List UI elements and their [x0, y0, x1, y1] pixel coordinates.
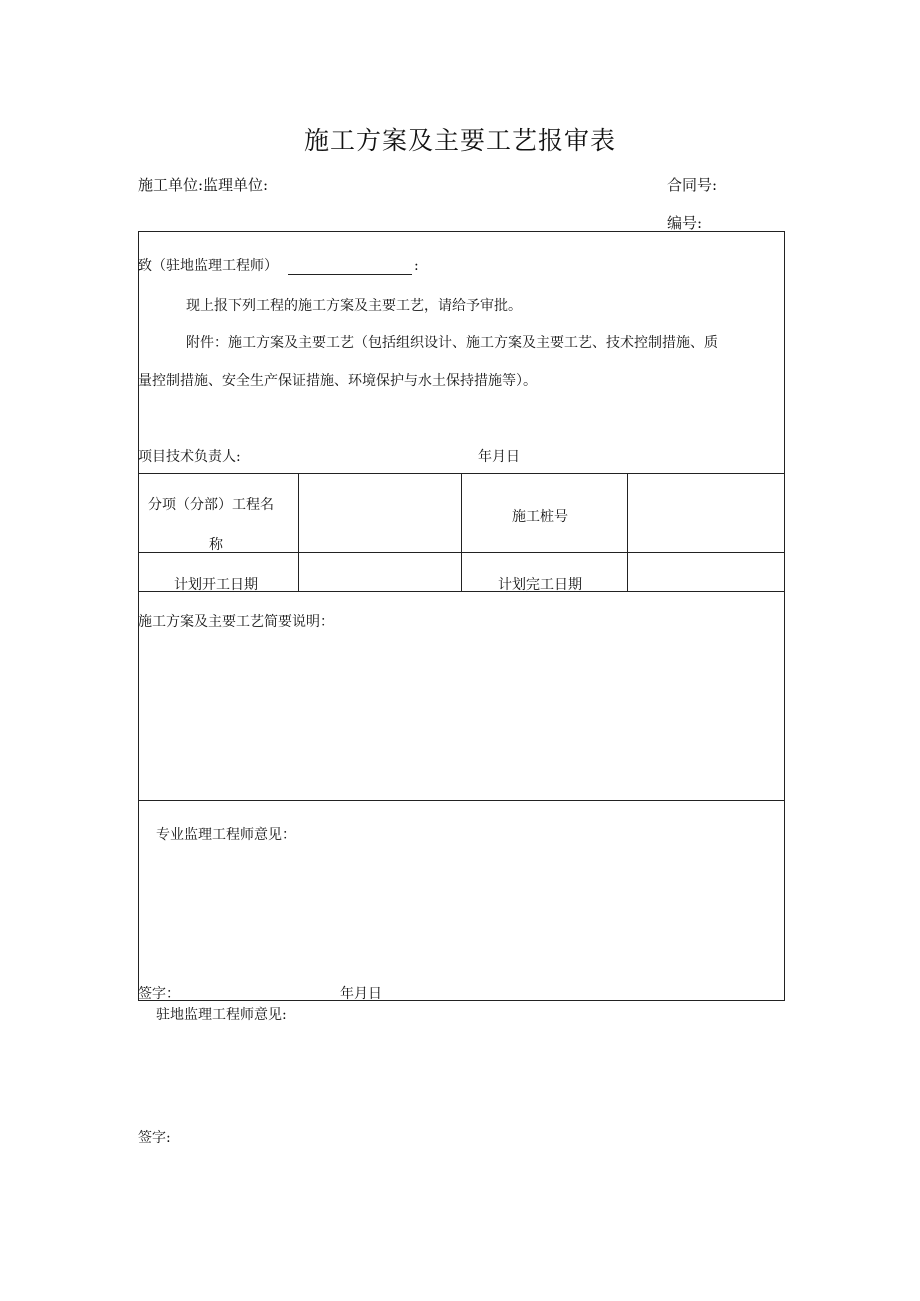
attachment-line-2: 量控制措施、安全生产保证措施、环境保护与水土保持措施等）。	[138, 373, 537, 389]
addressee-line	[138, 255, 419, 275]
serial-no-label: 编号:	[667, 214, 703, 232]
resident-sign-label: 签字:	[138, 1130, 171, 1146]
addressee-suffix: :	[414, 258, 419, 274]
page-title: 施工方案及主要工艺报审表	[303, 126, 616, 155]
column-divider	[298, 473, 299, 591]
item-name-label-line1: 分项（分部）工程名	[148, 497, 274, 513]
resident-opinion-label: 驻地监理工程师意见:	[156, 1007, 287, 1023]
pile-no-label: 施工桩号	[512, 509, 568, 525]
column-divider	[627, 473, 628, 591]
item-name-label-line2: 称	[209, 537, 223, 553]
attachment-line-1: 附件：施工方案及主要工艺（包括组织设计、施工方案及主要工艺、技术控制措施、质	[186, 335, 718, 351]
specialist-sign-label: 签字：	[138, 986, 180, 1002]
plan-end-label: 计划完工日期	[498, 577, 582, 593]
units-label: 施工单位:监理单位:	[138, 176, 269, 194]
submission-text: 现上报下列工程的施工方案及主要工艺，请给予审批。	[186, 298, 522, 314]
description-label: 施工方案及主要工艺简要说明：	[138, 614, 334, 630]
row-divider	[139, 800, 784, 801]
specialist-opinion-label: 专业监理工程师意见：	[156, 827, 296, 843]
contract-no-label: 合同号:	[667, 176, 718, 194]
tech-lead-date: 年月日	[478, 449, 520, 465]
tech-lead-label: 项目技术负责人:	[138, 449, 241, 465]
plan-start-label: 计划开工日期	[174, 577, 258, 593]
specialist-date: 年月日	[340, 986, 382, 1002]
addressee-blank[interactable]	[288, 260, 412, 275]
addressee-label: 致（驻地监理工程师）	[138, 258, 278, 274]
column-divider	[461, 473, 462, 591]
